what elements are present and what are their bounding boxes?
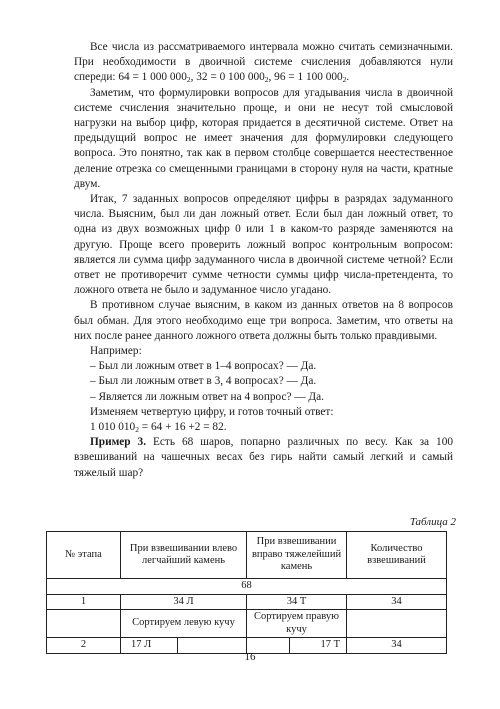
subscript: 2: [135, 425, 139, 435]
example-intro: Например:: [90, 345, 142, 358]
header-left: При взвешивании влево легчайший камень: [121, 532, 247, 579]
sort-left: Сортируем левую кучу: [121, 610, 247, 638]
example-question-1: – Был ли ложным ответ в 1–4 вопросах? — Да.: [90, 360, 317, 373]
row2-stage: 2: [47, 638, 121, 654]
paragraph-2: Заметим, что формулировки вопросов для угадывания числа в двоичной системе счисления значительно проще, и они не несут той смысловой нагрузки на выбор цифр, которая придается в десятичной системе. Ответ на предыдущий вопрос не имеет значения для формулировки следующего вопроса. Это понятно, так как в первом столбце совершается неестественное деление отрезка со смещенными границами в сторону нуля на части, кратные двум.: [74, 86, 453, 190]
header-right: При взвешивании вправо тяжелейший камень: [247, 532, 347, 579]
header-count: Количество взвешиваний: [347, 532, 447, 579]
sort-row-count: [347, 610, 447, 638]
header-stage: № этапа: [47, 532, 121, 579]
row1-count: 34: [347, 594, 447, 610]
sort-right: Сортируем правую кучу: [247, 610, 347, 638]
example-3: [74, 435, 453, 481]
subscript: 2: [342, 75, 347, 85]
body-text: [74, 40, 453, 481]
paragraph-3: Итак, 7 заданных вопросов определяют цифры в разрядах задуманного числа. Выясним, был ли дан ложный ответ. Если был дан ложный ответ, то одна из двух возможных цифр 0 или 1 в каком-то разряде заменяются на другую. Проще всего проверить ложный вопрос контрольным вопросом: является ли сумма цифр задуманного числа в двоичной системе четной? Если ответ не противоречит сумме четности суммы цифр числа-претендента, то ложного ответа не было и задуманное число угадано.: [74, 193, 453, 297]
weighing-table: [46, 531, 447, 654]
paragraph-1-text: Все числа из рассматриваемого интервала можно считать семизначными. При необходимости в двоичной системе счисления добавляются нули спереди: 64 = 1 000 000: [74, 41, 453, 84]
table-header-row: [47, 532, 447, 579]
row1-stage: 1: [47, 594, 121, 610]
paragraph-4: В противном случае выясним, в каком из данных ответов на 8 вопросов был обман. Для этого необходимо еще три вопроса. Заметим, что ответы на них после ранее данного ложного ответа должны быть только правдивыми.: [74, 299, 453, 342]
row1-left: 34 Л: [121, 594, 247, 610]
sort-row-stage: [47, 610, 121, 638]
formula-result: = 64 + 16 +2 = 82.: [138, 421, 227, 434]
paragraph-1-text: , 32 = 0 100 000: [190, 71, 265, 84]
formula-number: 1 010 010: [90, 421, 136, 434]
paragraph-1: [74, 40, 453, 86]
example-question-3: – Является ли ложным ответ на 4 вопрос? — Да.: [90, 390, 324, 403]
example-3-text: Есть 68 шаров, попарно различных по весу. Как за 100 взвешиваний на чашечных весах без гирь найти самый легкий и самый тяжелый шар?: [74, 436, 453, 479]
row2-right: 17 Т: [290, 638, 347, 654]
row2-left: 17 Л: [121, 638, 178, 654]
example-question-2: – Был ли ложным ответ в 3, 4 вопросах? — Да.: [90, 375, 317, 388]
table-row: [47, 594, 447, 610]
table-caption: Таблица 2: [409, 516, 456, 528]
paragraph-1-text: .: [346, 71, 350, 84]
example-formula: [74, 420, 453, 435]
merged-total: 68: [47, 579, 447, 595]
row2-count: 34: [347, 638, 447, 654]
example-change: Изменяем четвертую цифру, и готов точный ответ:: [90, 405, 334, 418]
row1-right: 34 Т: [247, 594, 347, 610]
page-number: 16: [244, 651, 256, 663]
table-row: [47, 610, 447, 638]
table-row: [47, 579, 447, 595]
paragraph-1-text: , 96 = 1 100 000: [268, 71, 343, 84]
example-3-label: Пример 3.: [90, 436, 147, 449]
subscript: 2: [186, 75, 191, 85]
subscript: 2: [264, 75, 269, 85]
